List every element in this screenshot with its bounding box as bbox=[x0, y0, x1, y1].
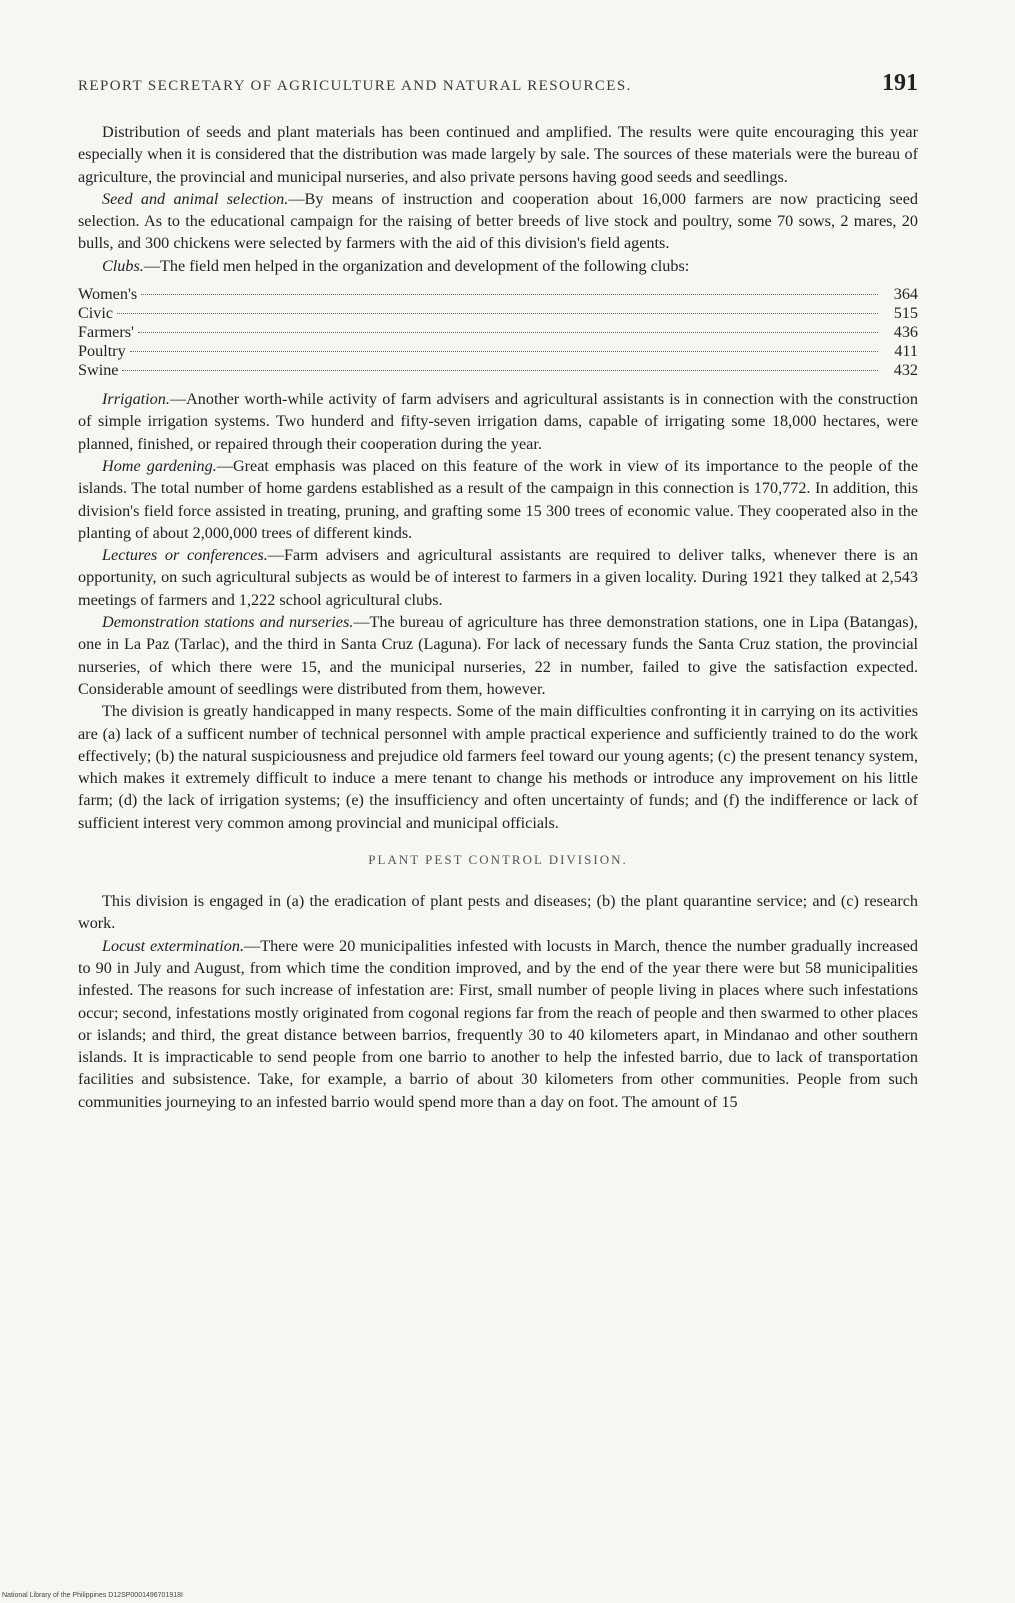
scan-footer-tag: National Library of the Philippines D12SP0001496701918I bbox=[2, 1592, 183, 1599]
dot-leader bbox=[117, 313, 878, 314]
header-title: REPORT SECRETARY OF AGRICULTURE AND NATURAL RESOURCES. bbox=[78, 78, 632, 94]
clubs-table bbox=[78, 285, 918, 380]
page-number: 191 bbox=[882, 70, 918, 96]
club-count: 436 bbox=[893, 323, 918, 342]
paragraph-heading: Lectures or conferences. bbox=[102, 546, 268, 565]
paragraph-text: —Great emphasis was placed on this feature of the work in view of its importance to the people of the islands. The total number of home gardens established as a result of the campaign in this connection is 170,772. In addition, this division's field force assisted in treating, pruning, and grafting some 15 300 trees of economic value. They cooperated also in the planting of about 2,000,000 trees of different kinds. bbox=[78, 456, 919, 542]
paragraph bbox=[78, 544, 918, 611]
club-row bbox=[78, 285, 918, 304]
paragraph-heading: Irrigation. bbox=[102, 390, 170, 409]
paragraph-heading: Clubs. bbox=[102, 256, 144, 275]
club-name: Women's bbox=[78, 285, 138, 304]
club-count: 411 bbox=[894, 342, 918, 361]
paragraph bbox=[78, 388, 918, 455]
paragraph bbox=[78, 121, 918, 188]
paragraph bbox=[78, 255, 918, 277]
club-count: 515 bbox=[893, 304, 918, 323]
paragraph bbox=[78, 611, 918, 700]
paragraph-heading: Seed and animal selection. bbox=[102, 189, 289, 208]
dot-leader bbox=[141, 294, 878, 295]
paragraph-text: —There were 20 municipalities infested with locusts in March, thence the number gradually increased to 90 in July and August, from which time the condition improved, and by the end of the year there were but 58 municipalities infested. The reasons for such increase of infestation are: First, small number of people living in places where such infestations occur; second, infestations mostly originated from cogonal regions far from the reach of people and then swarmed to other places or islands; and third, the great distance between barrios, frequently 30 to 40 kilometers apart, in Mindanao and other southern islands. It is impracticable to send people from one barrio to another to help the infested barrio, due to lack of transportation facilities and subsistence. Take, for example, a barrio of about 30 kilometers from other communities. People from such communities journeying to an infested barrio would spend more than a day on foot. The amount of 15 bbox=[78, 936, 918, 1111]
paragraph-text: Distribution of seeds and plant materials has been continued and amplified. The results were quite encouraging this year especially when it is considered that the distribution was made largely by sale. The sources of these materials were the bureau of agriculture, the provincial and municipal nurseries, and also private persons having good seeds and seedlings. bbox=[78, 123, 918, 186]
club-count: 364 bbox=[893, 285, 918, 304]
dot-leader bbox=[138, 332, 878, 333]
paragraph bbox=[78, 455, 918, 544]
section-title: PLANT PEST CONTROL DIVISION. bbox=[368, 852, 628, 868]
club-row bbox=[78, 342, 918, 361]
body-section-1 bbox=[78, 121, 918, 277]
club-count: 432 bbox=[893, 361, 918, 380]
paragraph-text: —Another worth-while activity of farm advisers and agricultural assistants is in connection with the construction of simple irrigation systems. Two hunderd and fifty-seven irrigation dams, capable of irrigating some 18,000 hectares, were planned, finished, or repaired through their cooperation during the year. bbox=[78, 390, 918, 453]
club-name: Swine bbox=[78, 361, 119, 380]
club-name: Civic bbox=[78, 304, 114, 323]
paragraph bbox=[78, 935, 918, 1113]
paragraph bbox=[78, 188, 918, 255]
club-row bbox=[78, 361, 918, 380]
paragraph-text: The division is greatly handicapped in many respects. Some of the main difficulties confronting it in carrying on its activities are (a) lack of a sufficent number of technical personnel with ample practical experience and sufficiently trained to do the work effectively; (b) the natural suspiciousness and prejudice old farmers feel toward our young agents; (c) the present tenancy system, which makes it extremely difficult to induce a mere tenant to change his methods or introduce any improvement on his little farm; (d) the lack of irrigation systems; (e) the insufficiency and often uncertainty of funds; and (f) the indifference or lack of sufficient interest very common among provincial and municipal officials. bbox=[78, 702, 918, 832]
club-row bbox=[78, 323, 918, 342]
paragraph bbox=[78, 700, 918, 834]
paragraph-text: —By means of instruction and cooperation about 16,000 farmers are now practicing seed selection. As to the educational campaign for the raising of better breeds of live stock and poultry, some 70 sows, 2 mares, 20 bulls, and 300 chickens were selected by farmers with the aid of this division's field agents. bbox=[78, 189, 919, 253]
paragraph-text: —The bureau of agriculture has three demonstration stations, one in Lipa (Batangas), one in La Paz (Tarlac), and the third in Santa Cruz (Laguna). For lack of necessary funds the Santa Cruz station, the provincial nurseries, of which there were 15, and the municipal nurseries, 22 in number, failed to give the satisfaction expected. Considerable amount of seedlings were distributed from them, however. bbox=[78, 613, 918, 698]
running-header bbox=[78, 70, 918, 97]
club-name: Farmers' bbox=[78, 323, 134, 342]
dot-leader bbox=[122, 370, 878, 371]
body-section-3 bbox=[78, 890, 918, 1113]
paragraph-text: —The field men helped in the organization and development of the following clubs: bbox=[143, 256, 690, 275]
paragraph-heading: Demonstration stations and nurseries. bbox=[102, 613, 354, 632]
paragraph-text: —Farm advisers and agricultural assistants are required to deliver talks, whenever there is an opportunity, on such agricultural subjects as would be of interest to farmers in a given locality. During 1921 they talked at 2,543 meetings of farmers and 1,222 school agricultural clubs. bbox=[78, 546, 918, 609]
club-row bbox=[78, 304, 918, 323]
paragraph-heading: Locust extermination. bbox=[102, 936, 244, 955]
club-name: Poultry bbox=[78, 342, 126, 361]
paragraph-text: This division is engaged in (a) the eradication of plant pests and diseases; (b) the plant quarantine service; and (c) research work. bbox=[78, 892, 918, 933]
paragraph bbox=[78, 890, 918, 935]
paragraph-heading: Home gardening. bbox=[102, 456, 217, 475]
document-page bbox=[78, 70, 918, 1113]
dot-leader bbox=[130, 351, 878, 352]
body-section-2 bbox=[78, 388, 918, 834]
